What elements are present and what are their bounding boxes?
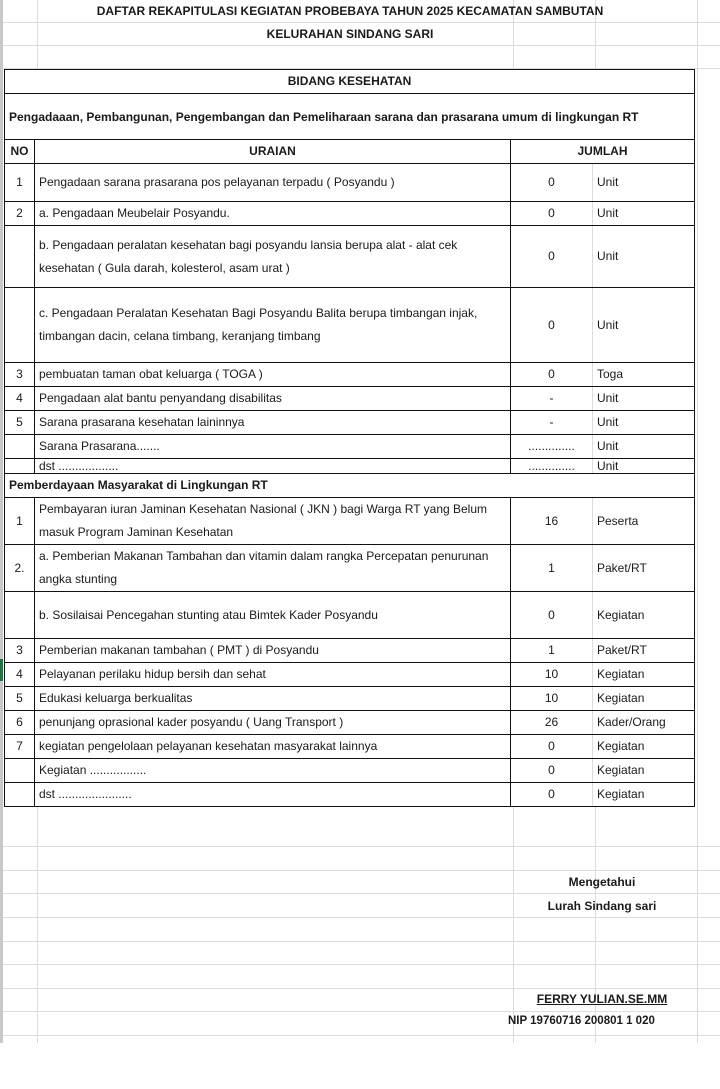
row-description: Pengadaan sarana prasarana pos pelayanan terpadu ( Posyandu ) (35, 164, 511, 202)
document-subtitle: KELURAHAN SINDANG SARI (266, 27, 434, 41)
row-description: Sarana prasarana kesehatan laininnya (35, 411, 511, 435)
table-row (5, 288, 695, 363)
table-row (5, 411, 695, 435)
row-description: Pelayanan perilaku hidup bersih dan sehat (35, 663, 511, 687)
table-row (5, 592, 695, 639)
field-title: BIDANG KESEHATAN (5, 70, 695, 94)
header-no: NO (5, 140, 35, 164)
row-number: 6 (5, 711, 35, 735)
row-number: 1 (5, 498, 35, 545)
document-title: DAFTAR REKAPITULASI KEGIATAN PROBEBAYA TAHUN 2025 KECAMATAN SAMBUTAN (96, 4, 604, 18)
row-number: 5 (5, 687, 35, 711)
row-number: 2 (5, 202, 35, 226)
gridline (3, 893, 720, 894)
header-uraian: URAIAN (35, 140, 511, 164)
row-amount: 0 (511, 288, 593, 363)
table-row (5, 735, 695, 759)
row-unit: Unit (593, 387, 695, 411)
row-amount: 0 (511, 592, 593, 639)
row-unit: Unit (593, 288, 695, 363)
row-number: 4 (5, 663, 35, 687)
row-unit: Paket/RT (593, 639, 695, 663)
row-amount: 26 (511, 711, 593, 735)
row-unit: Kegiatan (593, 687, 695, 711)
signature-position: Lurah Sindang sari (547, 899, 657, 913)
row-unit: Unit (593, 202, 695, 226)
gridline (3, 988, 720, 989)
row-number: 4 (5, 387, 35, 411)
row-description: penunjang oprasional kader posyandu ( Uang Transport ) (35, 711, 511, 735)
gridline (3, 870, 720, 871)
table-row (5, 435, 695, 459)
row-amount: - (511, 411, 593, 435)
table-row (5, 164, 695, 202)
row-amount: 0 (511, 783, 593, 807)
section1-title: Pengadaaan, Pembangunan, Pengembangan dan Pemeliharaan sarana dan prasarana umum di lingkungan RT (5, 94, 695, 140)
row-description: c. Pengadaan Peralatan Kesehatan Bagi Posyandu Balita berupa timbangan injak, timbangan dacin, celana timbang, keranjang timbang (35, 288, 511, 363)
signature-acknowledged: Mengetahui (568, 875, 636, 889)
row-selection-indicator (0, 659, 3, 681)
signature-name: FERRY YULIAN.SE.MM (536, 992, 668, 1006)
table-row (5, 687, 695, 711)
section2-title: Pemberdayaan Masyarakat di Lingkungan RT (5, 474, 695, 498)
row-unit: Kegiatan (593, 759, 695, 783)
row-amount: 10 (511, 663, 593, 687)
row-unit: Kader/Orang (593, 711, 695, 735)
section-row (5, 474, 695, 498)
gridline (3, 45, 720, 46)
row-unit: Kegiatan (593, 592, 695, 639)
table-row (5, 711, 695, 735)
row-number: 7 (5, 735, 35, 759)
header-jumlah: JUMLAH (511, 140, 695, 164)
row-number: 5 (5, 411, 35, 435)
row-description: dst ...................... (35, 783, 511, 807)
row-description: Edukasi keluarga berkualitas (35, 687, 511, 711)
row-description: Kegiatan ................. (35, 759, 511, 783)
table-row (5, 545, 695, 592)
row-amount: 0 (511, 226, 593, 288)
table-row (5, 459, 695, 474)
row-amount: 1 (511, 545, 593, 592)
row-unit: Kegiatan (593, 735, 695, 759)
row-number: 3 (5, 363, 35, 387)
gridline (697, 0, 698, 1043)
row-description: dst .................. (35, 459, 511, 474)
row-unit: Unit (593, 411, 695, 435)
table-row (5, 639, 695, 663)
row-unit: Kegiatan (593, 783, 695, 807)
row-description: kegiatan pengelolaan pelayanan kesehatan masyarakat lainnya (35, 735, 511, 759)
table-row (5, 783, 695, 807)
row-unit: Kegiatan (593, 663, 695, 687)
row-amount: 16 (511, 498, 593, 545)
row-number (5, 459, 35, 474)
row-amount: 0 (511, 202, 593, 226)
table-row (5, 363, 695, 387)
table-row (5, 387, 695, 411)
gridline (3, 964, 720, 965)
row-description: Pembayaran iuran Jaminan Kesehatan Nasional ( JKN ) bagi Warga RT yang Belum masuk Program Jaminan Kesehatan (35, 498, 511, 545)
table-row (5, 663, 695, 687)
row-description: pembuatan taman obat keluarga ( TOGA ) (35, 363, 511, 387)
row-amount: 0 (511, 759, 593, 783)
row-amount: - (511, 387, 593, 411)
row-unit: Unit (593, 226, 695, 288)
row-unit: Peserta (593, 498, 695, 545)
row-description: b. Pengadaan peralatan kesehatan bagi posyandu lansia berupa alat - alat cek kesehatan ( Gula darah, kolesterol, asam urat ) (35, 226, 511, 288)
row-number: 3 (5, 639, 35, 663)
row-amount: 1 (511, 639, 593, 663)
table-row (5, 202, 695, 226)
row-unit: Unit (593, 435, 695, 459)
gridline (3, 1035, 720, 1036)
table-row (5, 498, 695, 545)
row-number (5, 783, 35, 807)
recap-table (4, 69, 695, 807)
row-unit: Unit (593, 459, 695, 474)
row-amount: 10 (511, 687, 593, 711)
row-description: Sarana Prasarana....... (35, 435, 511, 459)
gridline (3, 1011, 720, 1012)
row-number: 1 (5, 164, 35, 202)
table-row (5, 759, 695, 783)
row-amount: 0 (511, 363, 593, 387)
row-description: b. Sosilaisai Pencegahan stunting atau Bimtek Kader Posyandu (35, 592, 511, 639)
row-description: a. Pengadaan Meubelair Posyandu. (35, 202, 511, 226)
row-description: a. Pemberian Makanan Tambahan dan vitamin dalam rangka Percepatan penurunan angka stunting (35, 545, 511, 592)
row-amount: 0 (511, 735, 593, 759)
row-number (5, 759, 35, 783)
row-unit: Unit (593, 164, 695, 202)
row-number (5, 288, 35, 363)
row-number: 2. (5, 545, 35, 592)
gridline (3, 22, 720, 23)
table-row (5, 226, 695, 288)
row-amount: .............. (511, 459, 593, 474)
gridline (3, 941, 720, 942)
row-number (5, 226, 35, 288)
row-amount: 0 (511, 164, 593, 202)
row-number (5, 435, 35, 459)
signature-nip: NIP 19760716 200801 1 020 (508, 1015, 655, 1027)
gridline (3, 917, 720, 918)
row-number (5, 592, 35, 639)
gridline (3, 846, 720, 847)
row-unit: Toga (593, 363, 695, 387)
row-description: Pemberian makanan tambahan ( PMT ) di Posyandu (35, 639, 511, 663)
row-amount: .............. (511, 435, 593, 459)
row-unit: Paket/RT (593, 545, 695, 592)
row-description: Pengadaan alat bantu penyandang disabilitas (35, 387, 511, 411)
